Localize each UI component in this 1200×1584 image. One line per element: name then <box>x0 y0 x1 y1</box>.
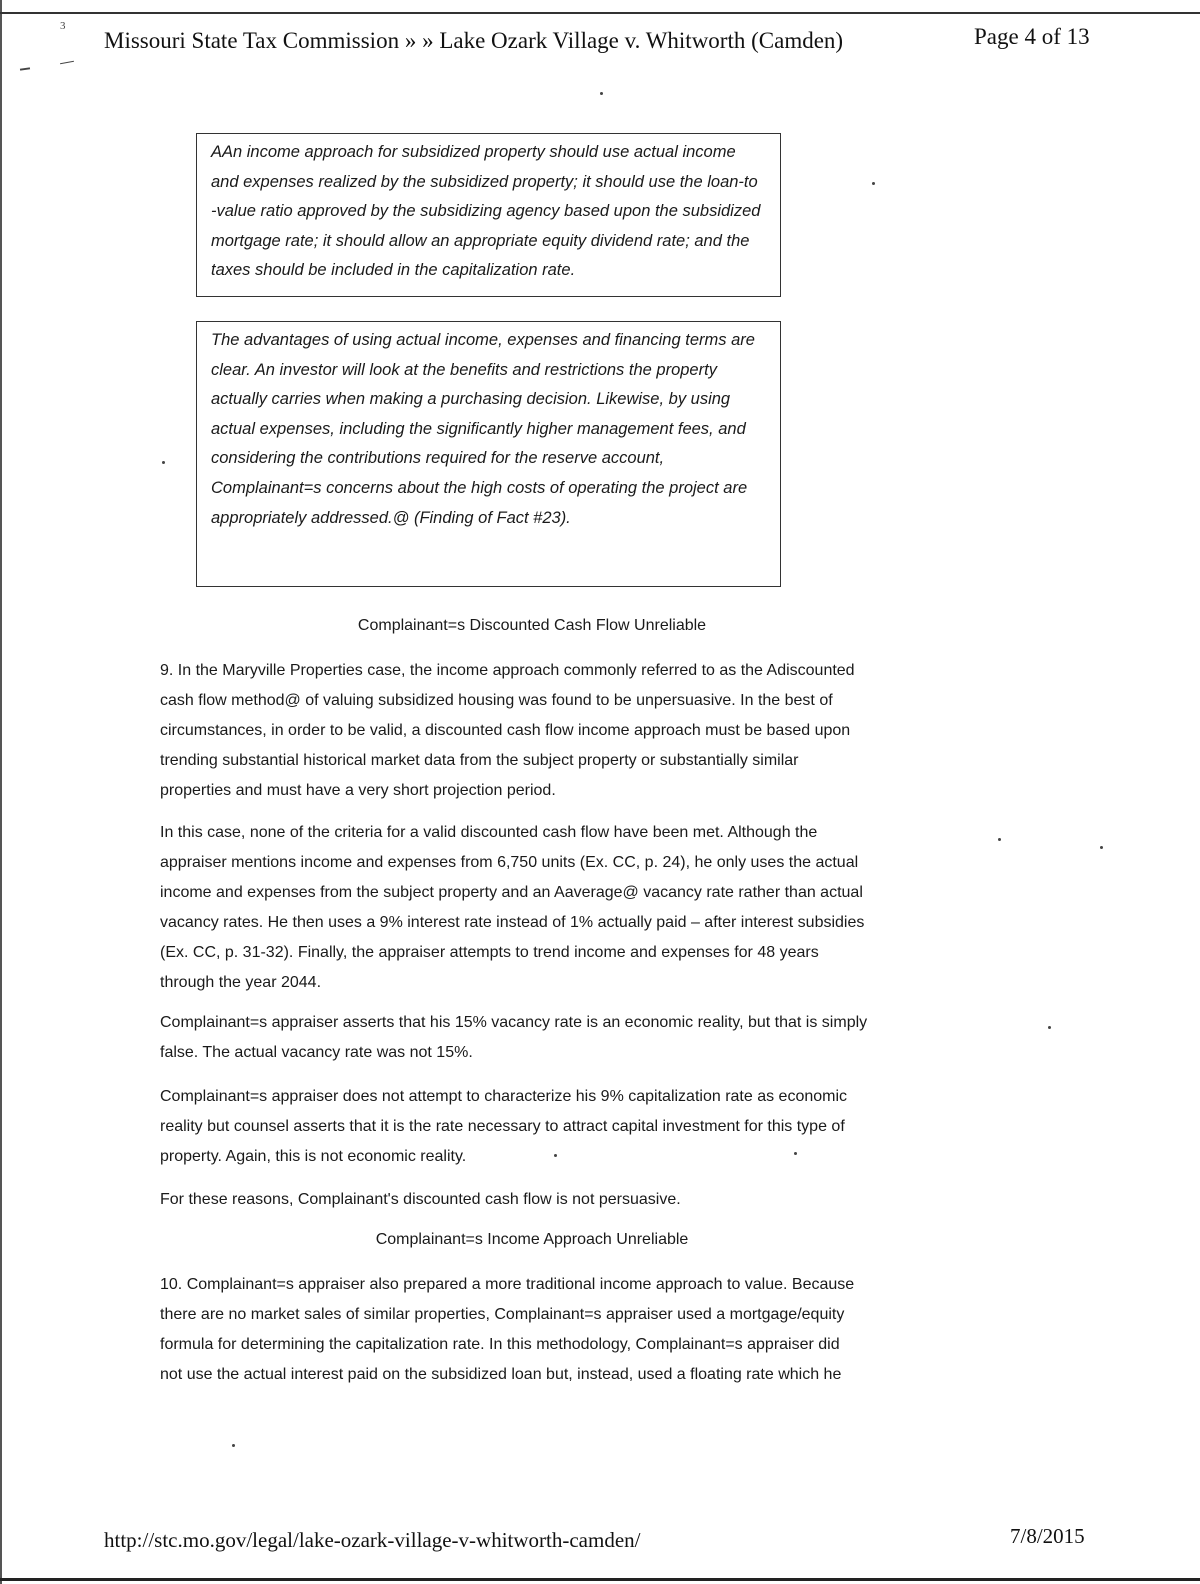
paragraph-line: vacancy rates. He then uses a 9% interest rate instead of 1% actually paid – after interest subsidies <box>160 914 865 931</box>
paragraph-line: Complainant=s appraiser asserts that his 15% vacancy rate is an economic reality, but that is simply <box>160 1014 868 1031</box>
paragraph-line: cash flow method@ of valuing subsidized housing was found to be unpersuasive. In the best of <box>160 692 833 709</box>
quote-line: appropriately addressed.@ (Finding of Fact #23). <box>211 508 571 527</box>
scan-speck <box>794 1152 797 1155</box>
scan-speck <box>232 1444 235 1447</box>
footer-date: 7/8/2015 <box>1010 1524 1085 1548</box>
quote-line: AAn income approach for subsidized property should use actual income <box>211 143 736 161</box>
paragraph-criteria <box>160 818 920 998</box>
paragraph-line: In this case, none of the criteria for a valid discounted cash flow have been met. Although the <box>160 824 818 841</box>
scan-speck <box>998 838 1001 841</box>
section-heading-dcf: Complainant=s Discounted Cash Flow Unreliable <box>357 617 707 634</box>
page-edge-left <box>0 0 2 1584</box>
paragraph-line: appraiser mentions income and expenses from 6,750 units (Ex. CC, p. 24), he only uses the actual <box>160 854 859 871</box>
quote-line: taxes should be included in the capitalization rate. <box>211 261 576 280</box>
paragraph-line: trending substantial historical market data from the subject property or substantially similar <box>160 752 799 769</box>
quote-box-income-approach <box>196 133 781 297</box>
paragraph-line: false. The actual vacancy rate was not 15%. <box>160 1044 473 1061</box>
paragraph-conclusion <box>160 1185 920 1215</box>
paragraph-capitalization <box>160 1082 920 1172</box>
scan-speck <box>1048 1026 1051 1029</box>
paragraph-line: formula for determining the capitalization rate. In this methodology, Complainant=s appraiser did <box>160 1336 840 1353</box>
quote-line: considering the contributions required for the reserve account, <box>211 449 665 468</box>
page-number: Page 4 of 13 <box>974 24 1090 49</box>
paragraph-line: through the year 2044. <box>160 974 322 991</box>
paragraph-line: Complainant=s appraiser does not attempt to characterize his 9% capitalization rate as economic <box>160 1088 848 1105</box>
paragraph-line: circumstances, in order to be valid, a discounted cash flow income approach must be based upon <box>160 722 851 739</box>
paragraph-line: property. Again, this is not economic reality. <box>160 1148 467 1165</box>
quote-line: clear. An investor will look at the benefits and restrictions the property <box>211 360 717 379</box>
paragraph-line: 9. In the Maryville Properties case, the income approach commonly referred to as the Adiscounted <box>160 662 855 679</box>
scan-speck <box>1100 846 1103 849</box>
header-rule <box>0 12 1200 14</box>
paragraph-line: (Ex. CC, p. 31-32). Finally, the appraiser attempts to trend income and expenses for 48 years <box>160 944 819 961</box>
quote-line: Complainant=s concerns about the high costs of operating the project are <box>211 478 748 497</box>
page-edge-bottom <box>0 1578 1200 1581</box>
quote-box-advantages <box>196 321 781 587</box>
quote-line: The advantages of using actual income, expenses and financing terms are <box>211 331 755 349</box>
scan-speck <box>554 1154 557 1157</box>
quote-line: -value ratio approved by the subsidizing agency based upon the subsidized <box>211 202 761 221</box>
paragraph-9 <box>160 656 920 806</box>
scan-speck <box>600 92 603 95</box>
paragraph-line: properties and must have a very short projection period. <box>160 782 556 799</box>
paragraph-line: reality but counsel asserts that it is the rate necessary to attract capital investment for this type of <box>160 1118 845 1135</box>
paragraph-vacancy <box>160 1008 920 1068</box>
scan-mark <box>20 67 30 70</box>
corner-mark: 3 <box>60 20 66 32</box>
scan-speck <box>872 182 875 185</box>
paragraph-line: there are no market sales of similar properties, Complainant=s appraiser used a mortgage/equity <box>160 1306 845 1323</box>
paragraph-10 <box>160 1270 920 1390</box>
quote-line: actual expenses, including the significantly higher management fees, and <box>211 419 746 438</box>
paragraph-line: 10. Complainant=s appraiser also prepared a more traditional income approach to value. Because <box>160 1276 855 1293</box>
paragraph-line: not use the actual interest paid on the subsidized loan but, instead, used a floating rate which he <box>160 1366 842 1383</box>
section-heading-income: Complainant=s Income Approach Unreliable <box>375 1231 689 1248</box>
quote-line: actually carries when making a purchasing decision. Likewise, by using <box>211 390 731 409</box>
quote-line: mortgage rate; it should allow an appropriate equity dividend rate; and the <box>211 231 750 250</box>
page-header-title: Missouri State Tax Commission » » Lake Ozark Village v. Whitworth (Camden) <box>104 28 844 53</box>
footer-url: http://stc.mo.gov/legal/lake-ozark-village-v-whitworth-camden/ <box>104 1528 641 1552</box>
quote-line: and expenses realized by the subsidized property; it should use the loan-to <box>211 172 758 191</box>
scan-speck <box>162 461 165 464</box>
scan-mark <box>60 61 74 64</box>
paragraph-line: income and expenses from the subject property and an Aaverage@ vacancy rate rather than actual <box>160 884 863 901</box>
paragraph-line: For these reasons, Complainant's discounted cash flow is not persuasive. <box>160 1191 681 1208</box>
